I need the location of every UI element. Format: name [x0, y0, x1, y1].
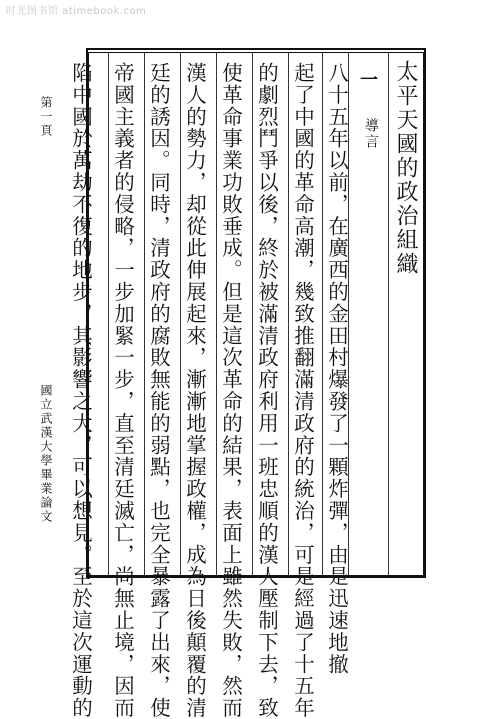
text-column-8: 陷中國於萬劫不復的地步，其影響之大，可以想見。至於這次運動的 [68, 62, 93, 719]
text-column-3: 的劇烈鬥爭以後，終於被滿清政府利用一班忠順的漢人壓制下去，致 [254, 62, 279, 719]
text-column-4: 使革命事業功敗垂成。但是這次革命的結果，表面上雖然失敗，然而 [218, 62, 243, 719]
publisher-label: 國立武漢大學畢業論文 [39, 384, 53, 524]
text-column-1: 八十五年以前，在廣西的金田村爆發了一顆炸彈，由是迅速地撤 [324, 62, 349, 676]
column-divider [144, 52, 145, 576]
document-title: 太平天國的政治組織 [393, 60, 418, 276]
column-divider [322, 52, 323, 576]
text-column-7: 帝國主義者的侵略，一步加緊一步，直至清廷滅亡，尚無止境，因而 [110, 62, 135, 719]
column-divider [388, 52, 389, 576]
watermark: 时光图书馆 atimebook.com [6, 6, 147, 17]
column-divider [288, 52, 289, 576]
column-divider [108, 52, 109, 576]
column-divider [216, 52, 217, 576]
page-number-label: 第一頁 [39, 96, 53, 138]
text-column-2: 起了中國的革命高潮，幾致推翻滿清政府的統治，可是經過了十五年 [290, 62, 315, 719]
text-column-6: 廷的誘因。同時，清政府的腐敗無能的弱點，也完全暴露了出來，使 [146, 62, 171, 719]
column-divider [252, 52, 253, 576]
column-divider [180, 52, 181, 576]
section-title: 導言 [363, 118, 379, 150]
text-column-5: 漢人的勢力，却從此伸展起來，漸漸地掌握政權，成為日後顛覆的清 [182, 62, 207, 719]
section-number: 一 [357, 70, 378, 88]
